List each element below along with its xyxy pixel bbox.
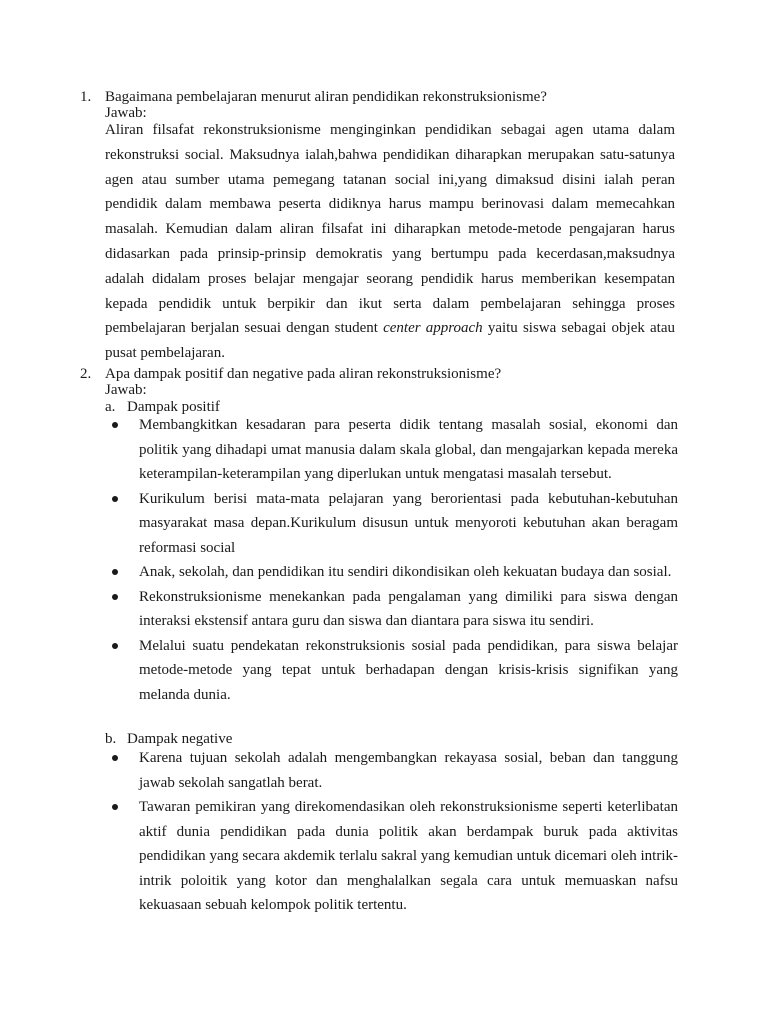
bullet-icon [112,422,118,428]
negative-impact-letter: b. [105,731,117,747]
question-1-jawab-label: Jawab: [105,105,147,121]
answer-1-italic-term: center approach [383,320,483,337]
question-1-number: 1. [80,89,92,105]
positive-impact-label: Dampak positif [127,399,220,415]
positive-impact-list [112,413,678,707]
negative-impact-list [112,746,678,918]
question-1-answer [105,118,675,366]
positive-impact-letter: a. [105,399,116,415]
negative-impact-label: Dampak negative [127,731,233,747]
list-item-text: Tawaran pemikiran yang direkomendasikan oleh rekonstruksionisme seperti keterlibatan aktif dunia pendidikan pada dunia politik akan berdampak buruk pada aktivitas pendidikan yang secara akdemik terlalu sakral yang kemudian untuk dicemari oleh intrik-intrik poloitik yang kotor dan menghalalkan segala cara untuk memuaskan nafsu kekuasaan sebuah kelompok politik tertentu. [139,799,678,913]
list-item [112,413,678,487]
question-1-text: Bagaimana pembelajaran menurut aliran pendidikan rekonstruksionisme? [105,89,547,105]
list-item-text: Kurikulum berisi mata-mata pelajaran yang berorientasi pada kebutuhan-kebutuhan masyarakat masa depan.Kurikulum disusun untuk menyoroti kebutuhan akan beragam reformasi social [139,490,678,556]
list-item [112,585,678,634]
bullet-icon [112,569,118,575]
bullet-icon [112,496,118,502]
answer-1-text-a: Aliran filsafat rekonstruksionisme menginginkan pendidikan sebagai agen utama dalam rekonstruksi social. Maksudnya ialah,bahwa pendidikan diharapkan merupakan satu-satunya agen atau sumber utama pemegang tatanan social ini,yang dimaksud disini ialah peran pendidik dalam membawa peserta didiknya harus mampu berinovasi dalam memecahkan masalah. Kemudian dalam aliran filsafat ini diharapkan metode-metode pengajaran harus didasarkan pada prinsip-prinsip demokratis yang bertumpu pada kecerdasan,maksudnya adalah didalam proses belajar mengajar seorang pendidik harus memberikan kesempatan kepada pendidik untuk berpikir dan ikut serta dalam pembelajaran sehingga proses pembelajaran berjalan sesuai dengan student [105,122,675,337]
bullet-icon [112,594,118,600]
list-item-text: Membangkitkan kesadaran para peserta didik tentang masalah sosial, ekonomi dan politik yang dihadapi umat manusia dalam skala global, dan mengajarkan kepada mereka keterampilan-keterampilan yang diperlukan untuk mengatasi masalah tersebut. [139,417,678,482]
list-item [112,746,678,795]
list-item [112,487,678,561]
bullet-icon [112,804,118,810]
list-item-text: Karena tujuan sekolah adalah mengembangkan rekayasa sosial, beban dan tanggung jawab sekolah sangatlah berat. [139,750,678,791]
answer-1-text-b: yaitu siswa sebagai objek atau pusat pembelajaran. [105,320,675,362]
list-item [112,634,678,708]
question-2-text: Apa dampak positif dan negative pada aliran rekonstruksionisme? [105,366,502,382]
list-item-text: Melalui suatu pendekatan rekonstruksionis sosial pada pendidikan, para siswa belajar metode-metode yang tepat untuk berhadapan dengan krisis-krisis signifikan yang melanda dunia. [139,637,678,703]
question-2-jawab-label: Jawab: [105,382,147,398]
list-item-text: Rekonstruksionisme menekankan pada pengalaman yang dimiliki para siswa dengan interaksi ekstensif antara guru dan siswa dan diantara para siswa itu sendiri. [139,588,678,629]
bullet-icon [112,643,118,649]
bullet-icon [112,755,118,761]
list-item-text: Anak, sekolah, dan pendidikan itu sendiri dikondisikan oleh kekuatan budaya dan sosial. [139,564,672,580]
list-item [112,560,678,585]
question-2-number: 2. [80,366,92,382]
list-item [112,795,678,918]
